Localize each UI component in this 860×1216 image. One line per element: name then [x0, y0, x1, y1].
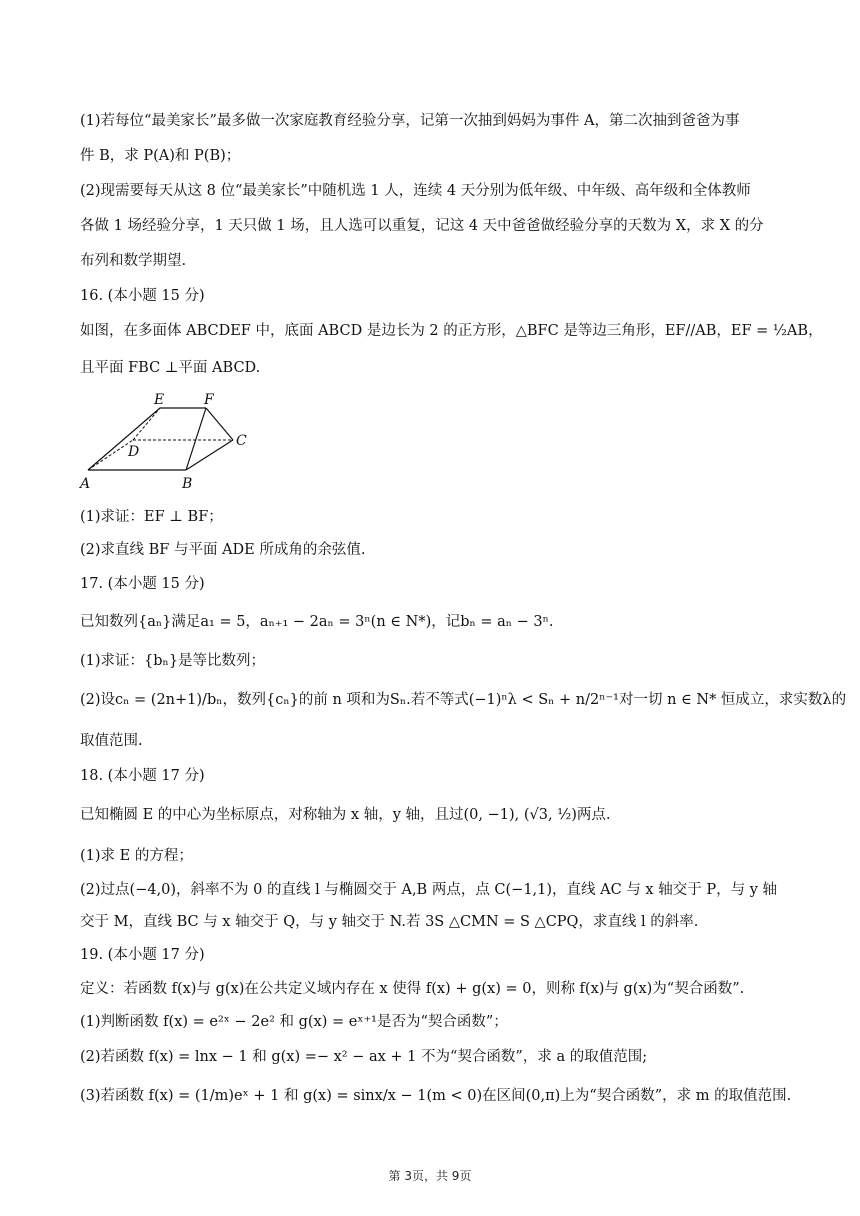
- vertex-label-d: D: [128, 444, 140, 460]
- polyhedron-figure: [78, 392, 258, 492]
- question-heading: 19. (本小题 17 分): [80, 947, 205, 963]
- text-line: (2)求直线 BF 与平面 ADE 所成角的余弦值.: [80, 542, 366, 558]
- text-line: 布列和数学期望.: [80, 253, 187, 269]
- text-line: (1)求证：EF ⊥ BF；: [80, 509, 223, 525]
- text-line: (1)若每位“最美家长”最多做一次家庭教育经验分享，记第一次抽到妈妈为事件 A，第二次抽到爸爸为事: [80, 113, 740, 129]
- text-line: 已知数列{aₙ}满足a₁ = 5，aₙ₊₁ − 2aₙ = 3ⁿ(n ∈ N*)，记bₙ = aₙ − 3ⁿ.: [80, 614, 554, 630]
- text-line: (3)若函数 f(x) = (1/m)eˣ + 1 和 g(x) = sinx/x − 1(m < 0)在区间(0,π)上为“契合函数”，求 m 的取值范围.: [80, 1088, 792, 1104]
- text-line: 取值范围.: [80, 733, 143, 749]
- text-line: 件 B，求 P(A)和 P(B)；: [80, 148, 241, 164]
- text-line: (1)求 E 的方程；: [80, 848, 193, 864]
- text-line: 定义：若函数 f(x)与 g(x)在公共定义域内存在 x 使得 f(x) + g(x) = 0，则称 f(x)与 g(x)为“契合函数”.: [80, 981, 745, 997]
- text-line: (1)判断函数 f(x) = e²ˣ − 2e² 和 g(x) = eˣ⁺¹是否为“契合函数”；: [80, 1014, 508, 1030]
- text-line: 交于 M，直线 BC 与 x 轴交于 Q，与 y 轴交于 N.若 3S △CMN = S △CPQ，求直线 l 的斜率.: [80, 914, 699, 930]
- text-line: 如图，在多面体 ABCDEF 中，底面 ABCD 是边长为 2 的正方形，△BFC 是等边三角形，EF//AB，EF = ½AB，: [80, 323, 823, 339]
- vertex-label-c: C: [236, 433, 247, 449]
- vertex-label-b: B: [182, 476, 193, 492]
- vertex-label-a: A: [80, 476, 91, 492]
- question-heading: 18. (本小题 17 分): [80, 768, 205, 784]
- page-footer: 第 3页，共 9页: [388, 1169, 472, 1183]
- vertex-label-f: F: [204, 392, 214, 408]
- question-heading: 16. (本小题 15 分): [80, 288, 205, 304]
- text-line: 已知椭圆 E 的中心为坐标原点，对称轴为 x 轴，y 轴，且过(0, −1), (√3, ½)两点.: [80, 807, 611, 823]
- text-line: 各做 1 场经验分享，1 天只做 1 场，且人选可以重复，记这 4 天中爸爸做经验分享的天数为 X，求 X 的分: [80, 218, 764, 234]
- text-line: (2)过点(−4,0)，斜率不为 0 的直线 l 与椭圆交于 A,B 两点，点 C(−1,1)，直线 AC 与 x 轴交于 P，与 y 轴: [80, 882, 777, 898]
- question-heading: 17. (本小题 15 分): [80, 576, 205, 592]
- text-line: 且平面 FBC ⊥平面 ABCD.: [80, 360, 261, 376]
- vertex-label-e: E: [154, 392, 165, 408]
- text-line: (2)设cₙ = (2n+1)/bₙ，数列{cₙ}的前 n 项和为Sₙ.若不等式(−1)ⁿλ < Sₙ + n/2ⁿ⁻¹对一切 n ∈ N* 恒成立，求实数λ的: [80, 692, 847, 708]
- text-line: (2)现需要每天从这 8 位“最美家长”中随机选 1 人，连续 4 天分别为低年级、中年级、高年级和全体教师: [80, 183, 751, 199]
- text-line: (1)求证：{bₙ}是等比数列；: [80, 653, 266, 669]
- text-line: (2)若函数 f(x) = lnx − 1 和 g(x) =− x² − ax + 1 不为“契合函数”，求 a 的取值范围;: [80, 1049, 648, 1065]
